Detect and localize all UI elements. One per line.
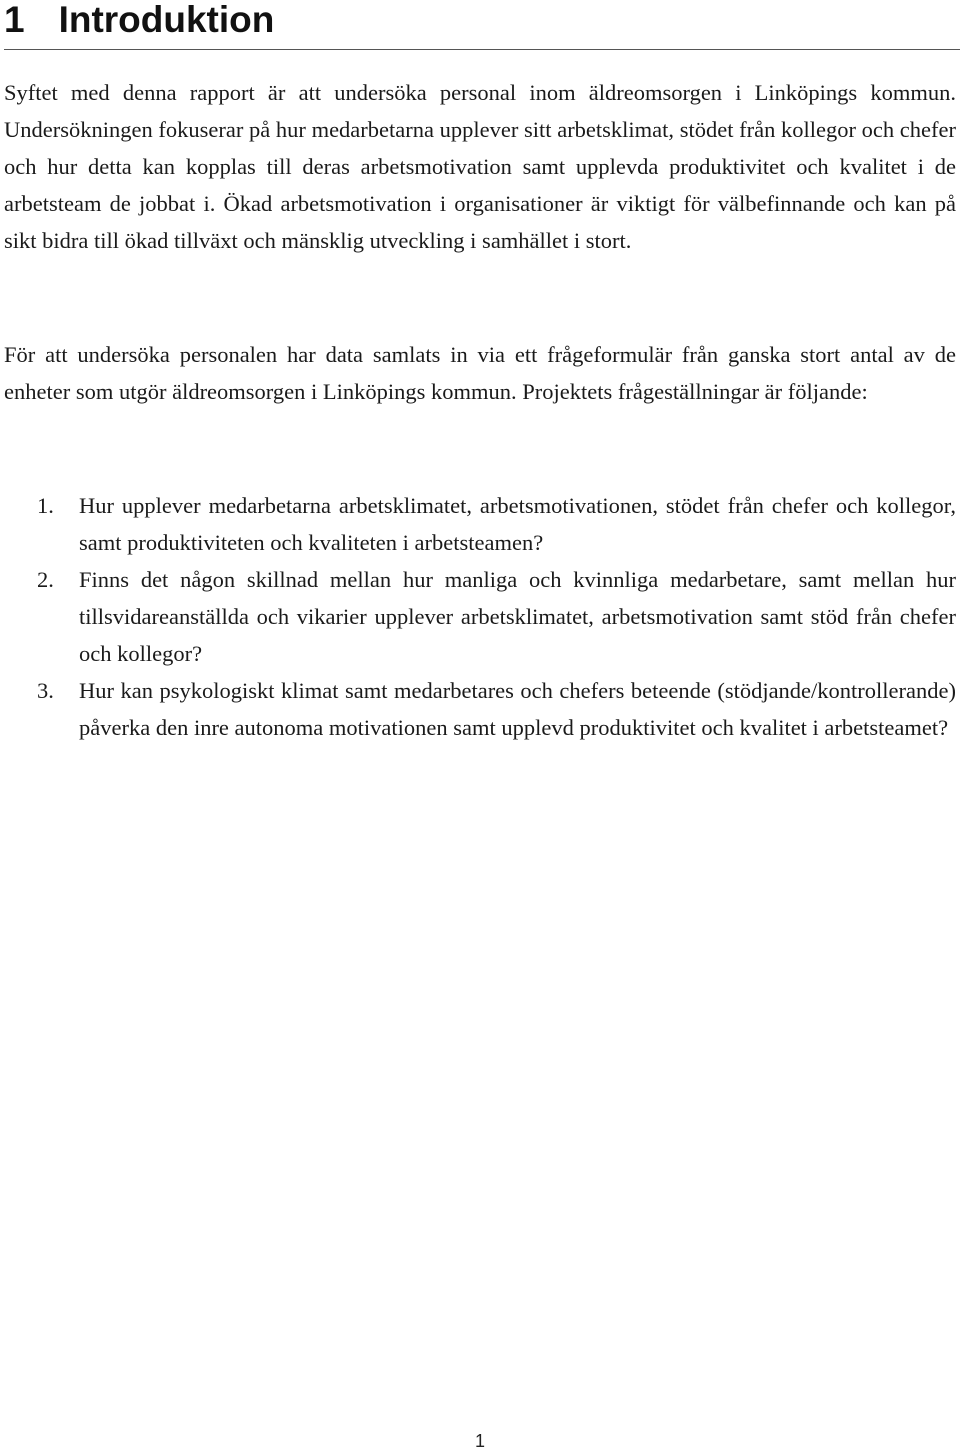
question-text: Finns det någon skillnad mellan hur manliga och kvinnliga medarbetare, samt mellan hur tillsvidareanställda och vikarier upplever arbetsklimatet, arbetsmotivation samt stöd från chefer och kollegor? [79,567,956,666]
page-number: 1 [474,1431,485,1451]
question-text: Hur upplever medarbetarna arbetsklimatet, arbetsmotivationen, stödet från chefer och kollegor, samt produktiviteten och kvaliteten i arbetsteamen? [79,493,956,555]
section-title: Introduktion [58,0,275,40]
question-text: Hur kan psykologiskt klimat samt medarbetares och chefers beteende (stödjande/kontrollerande) påverka den inre autonoma motivationen samt upplevd produktivitet och kvalitet i arbetsteamet? [79,678,956,740]
research-question-item [4,487,956,561]
heading-divider [4,49,960,50]
research-question-item [4,561,956,672]
research-question-item [4,672,956,746]
question-number: 1. [37,493,54,518]
research-questions-list [4,487,956,746]
section-number: 1 [4,0,25,40]
method-paragraph: För att undersöka personalen har data samlats in via ett frågeformulär från ganska stort antal av de enheter som utgör äldreomsorgen i Linköpings kommun. Projektets frågeställningar är följande: [4,342,956,404]
question-number: 2. [37,567,54,592]
section-heading [4,0,274,40]
question-number: 3. [37,678,54,703]
intro-paragraph: Syftet med denna rapport är att undersöka personal inom äldreomsorgen i Linköpings kommun. Undersökningen fokuserar på hur medarbetarna upplever sitt arbetsklimat, stödet från kollegor och chefer och hur detta kan kopplas till deras arbetsmotivation samt upplevda produktivitet och kvalitet i de arbetsteam de jobbat i. Ökad arbetsmotivation i organisationer är viktigt för välbefinnande och kan på sikt bidra till ökad tillväxt och mänsklig utveckling i samhället i stort. [4,80,956,253]
